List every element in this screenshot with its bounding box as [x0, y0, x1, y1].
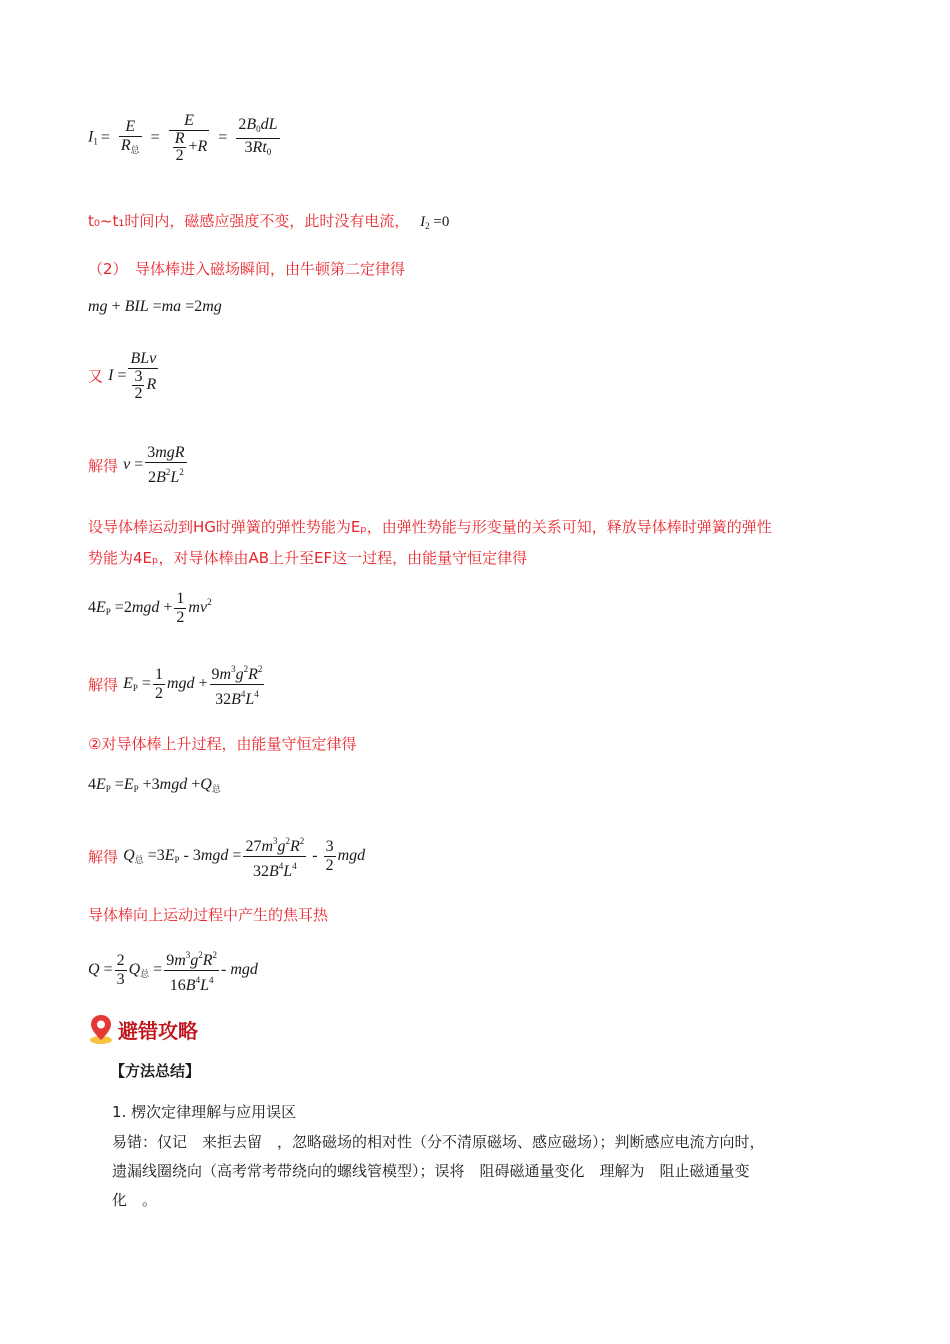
equation-newton: mg + BIL =ma =2mg	[88, 298, 222, 315]
equation-ep: 解得 $E_P$ = $\frac{1}{2}$ mgd + $\frac{9m^3g^2R^2}{32B^4L^4}$	[88, 660, 266, 709]
equation-i2: $I_2 =0$	[420, 214, 450, 231]
equation-i1: $I_1$ = $\frac{E}{R_总}$ = E $\frac{R}{2}$ +R = $\frac{2B_0dL}{3Rt_0}$	[88, 112, 278, 164]
equation-qtotal: 解得 $Q_总 =3E_P - 3mgd$ = $\frac{27m^3g^2R^2}{32B^4L^4}$ - $\frac{3}{2}$ mgd	[88, 832, 365, 881]
part2-statement: （2） 导体棒进入磁场瞬间，由牛顿第二定律得	[88, 260, 406, 278]
you-label: 又	[88, 367, 104, 386]
method-summary-label: 【方法总结】	[110, 1062, 201, 1080]
t0-t1-statement: t₀~t₁时间内，磁感应强度不变，此时没有电流， $I_2 =0$	[88, 212, 450, 231]
equation-joule: Q = $\frac{2}{3}$ $Q_总$ = $\frac{9m^3g^2R^2}{16B^4L^4}$ - mgd	[88, 946, 258, 995]
equation-current: 又 I = BLv $\frac{3}{2}$ R	[88, 350, 157, 402]
section-title: 避错攻略	[118, 1018, 198, 1043]
equation-velocity: 解得 v = $\frac{\text{3mgR}}{2B^2L^2}$	[88, 444, 185, 486]
item1-title: 1. 楞次定律理解与应用误区	[112, 1103, 297, 1121]
equation-energy-2: $4E_P =E_P +3mgd +Q_总$	[88, 776, 221, 794]
step2-statement: ②对导体棒上升过程，由能量守恒定律得	[88, 735, 357, 753]
energy-paragraph: 设导体棒运动到HG时弹簧的弹性势能为Eₚ，由弹性势能与形变量的关系可知，释放导体棒时弹簧的弹性 势能为4Eₚ，对导体棒由AB上升至EF这一过程，由能量守恒定律得	[88, 518, 772, 567]
item1-body: 易错：仅记 来拒去留 ，忽略磁场的相对性（分不清原磁场、感应磁场）；判断感应电流方向时， 遗漏线圈绕向（高考常考带绕向的螺线管模型）；误将 阻碍磁通量变化 理解为 阻止磁通量变 化 。	[112, 1133, 765, 1209]
location-pin-icon	[88, 1013, 114, 1045]
joule-statement: 导体棒向上运动过程中产生的焦耳热	[88, 906, 329, 924]
section-header	[88, 1012, 198, 1046]
equation-energy-1: $4E_P =2mgd$ + $\frac{1}{2}$ $mv^2$	[88, 590, 212, 626]
